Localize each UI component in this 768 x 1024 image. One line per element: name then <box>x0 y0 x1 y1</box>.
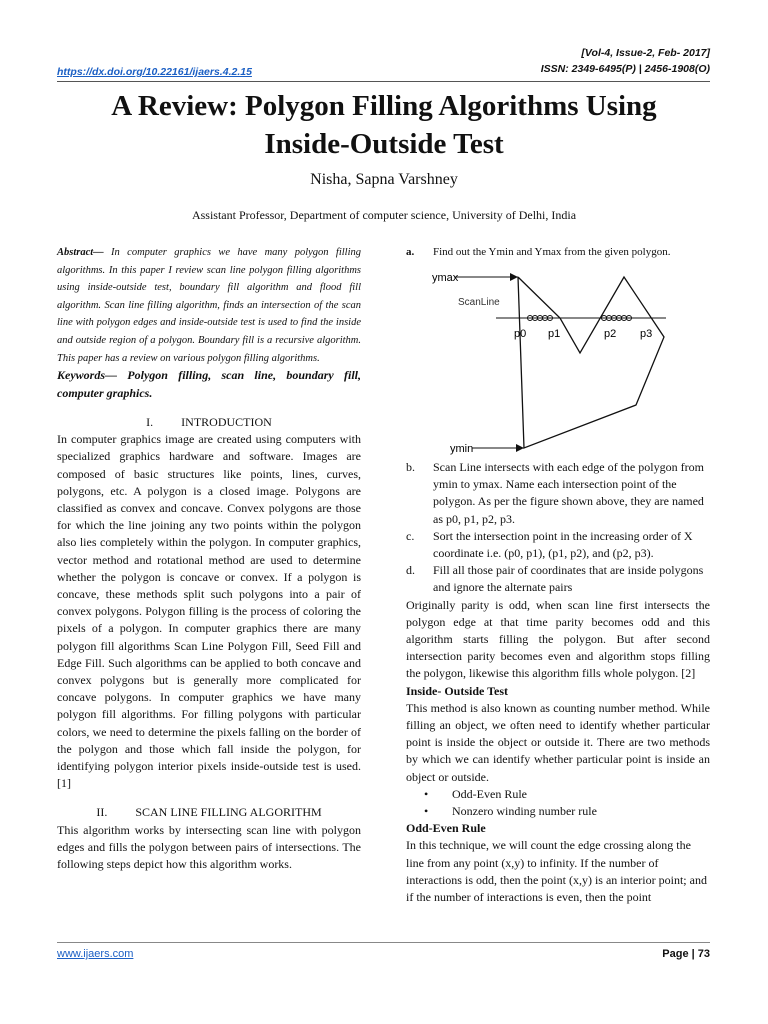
affiliation: Assistant Professor, Department of computer science, University of Delhi, India <box>191 208 577 222</box>
p0-label: p0 <box>514 328 527 340</box>
parity-text: Originally parity is odd, when scan line first intersects the polygon edge at that time parity becomes odd and this algorithm starts filling the polygon. But after second intersection parity becomes even and algorithm stops filling the polygon, likewise this algorithm fills whole polygon. [2] <box>406 597 710 681</box>
inside-outside-text: This method is also known as counting number method. While filling an object, we often need to identify whether particular point is inside the object or outside it. There are two methods by which we can identify whether particular point is inside an object or outside. <box>406 700 710 784</box>
bullet-item: • Odd-Even Rule <box>424 786 710 803</box>
introduction-text: In computer graphics image are created using computers with specialized graphics hardware and software. Images are composed of basic structures like points, lines, curves, polygons, etc. A polygon is a closed image. Polygons are classified as convex and concave. Convex polygons are those for which the line joining any two points within the polygon also lies completely within the polygon. In computer graphics, vector method and rotational method are used to determine whether the polygon is concave or convex. If a polygon is concave, these methods split such polygons into a pair of convex polygons. Polygon filling is the process of coloring the pixels of a polygon. In computer graphics there are many polygon fill algorithms Scan Line Polygon Fill, Seed Fill and Edge Fill. Such algorithms can be applied to both concave and convex polygons but is generally more complicated for concave polygons. In computer graphics we have many polygon fill algorithms. For filling polygons with particular colors, we need to determine the pixels falling on the border of the polygon and those which fall inside the polygon, for identifying polygon interior pixels inside-outside test is used. [1] <box>57 432 361 791</box>
issn: ISSN: 2349-6495(P) | 2456-1908(O) <box>540 63 710 75</box>
bullet-icon: • <box>424 804 429 819</box>
ymax-label: ymax <box>432 272 459 284</box>
abstract-text: In computer graphics we have many polygon filling algorithms. In this paper I review scan line polygon filling algorithms using inside-outside test, boundary fill algorithm and flood fill algorithm. Scan line filling algorithm, finds an intersection of the scan line with polygon edges and inside-outside test is used to find the inside and outside region of a polygon. Boundary fill is a recursive algorithm. This paper has a review on various polygon filling algorithms. <box>57 247 361 364</box>
p1-label: p1 <box>548 328 561 340</box>
title-line-2: Inside-Outside Test <box>264 128 504 160</box>
keywords: Keywords— Polygon filling, scan line, boundary fill, computer graphics. <box>57 368 361 400</box>
abstract-label: Abstract— <box>57 247 104 258</box>
journal-header-info <box>541 45 710 77</box>
scanline-label: ScanLine <box>458 297 500 308</box>
right-column <box>406 244 710 906</box>
step-c: c. Sort the intersection point in the increasing order of X coordinate i.e. (p0, p1), (p1, p2), and (p2, p3). <box>406 528 693 561</box>
title-line-1: A Review: Polygon Filling Algorithms Using <box>111 90 657 122</box>
scan-line-text: This algorithm works by intersecting scan line with polygon edges and fills the polygon between pairs of intersections. The following steps depict how this algorithm works. <box>57 822 361 872</box>
abstract <box>57 244 361 367</box>
authors: Nisha, Sapna Varshney <box>310 171 458 188</box>
header-divider <box>57 81 710 82</box>
footer-divider <box>57 942 710 943</box>
section-heading-scan-line: II. SCAN LINE FILLING ALGORITHM <box>96 805 322 820</box>
bullet-icon: • <box>424 786 429 801</box>
p2-label: p2 <box>604 328 617 340</box>
step-b: b. Scan Line intersects with each edge of the polygon from ymin to ymax. Name each intersection point of the polygon. As per the figure shown above, they are named as p0, p1, p2, p3. <box>406 460 704 526</box>
odd-even-text: In this technique, we will count the edge crossing along the line from any point (x,y) to infinity. If the number of interactions is odd, then the point (x,y) is an interior point; and if the number of interactions is even, then the point <box>406 838 707 905</box>
p3-label: p3 <box>640 328 653 340</box>
journal-website-link[interactable]: www.ijaers.com <box>57 948 134 960</box>
paper-title <box>40 87 728 163</box>
left-column <box>57 244 361 873</box>
step-d: d. Fill all those pair of coordinates that are inside polygons and ignore the alternate pairs <box>406 563 704 595</box>
page-number: Page | 73 <box>662 948 710 960</box>
scanline-polygon-figure <box>426 265 676 455</box>
ymin-label: ymin <box>450 443 474 455</box>
section-heading-introduction: I. INTRODUCTION <box>146 414 272 429</box>
inside-outside-heading: Inside- Outside Test <box>406 683 509 698</box>
volume-issue: [Vol-4, Issue-2, Feb- 2017] <box>581 47 710 59</box>
step-a: a. Find out the Ymin and Ymax from the given polygon. <box>406 246 671 258</box>
doi-link[interactable]: https://dx.doi.org/10.22161/ijaers.4.2.15 <box>57 66 252 78</box>
bullet-item: • Nonzero winding number rule <box>424 803 710 820</box>
odd-even-heading: Odd-Even Rule <box>406 821 486 836</box>
